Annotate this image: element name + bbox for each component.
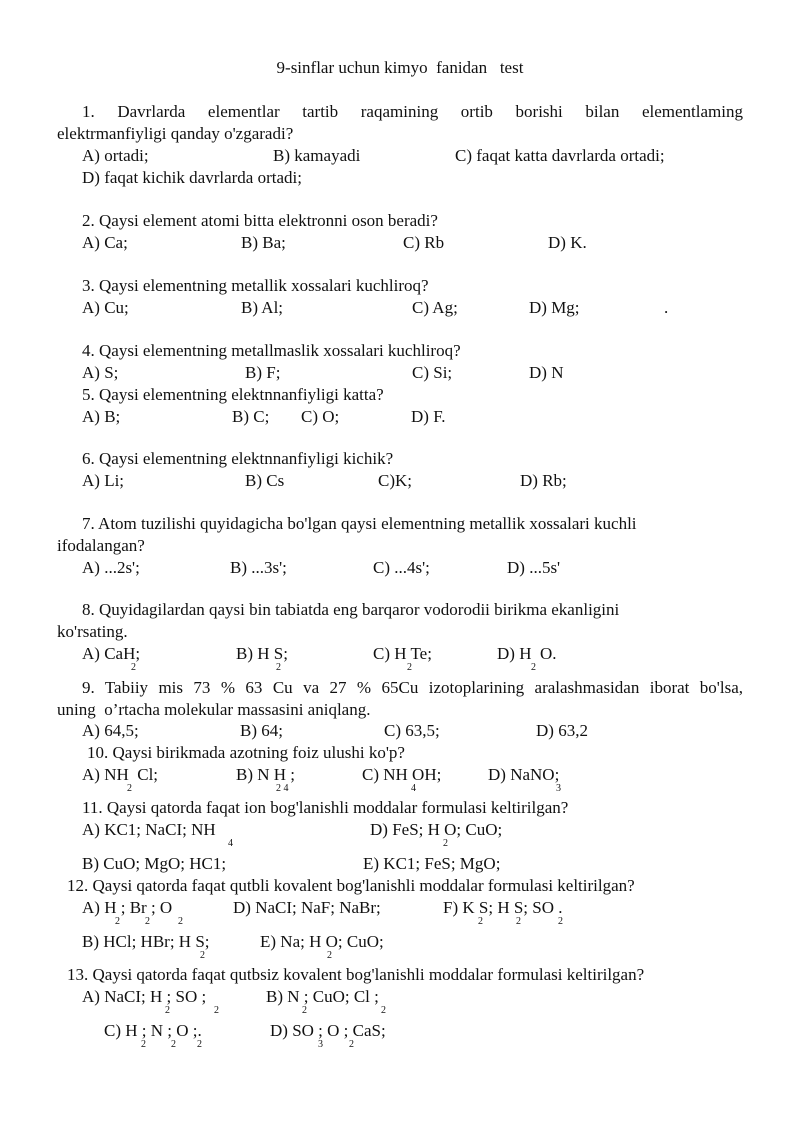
question-5-text: 5. Qaysi elementning elektnnanfiyligi katta? xyxy=(82,385,384,404)
subscript: 3 xyxy=(318,1039,323,1050)
subscript: 2 xyxy=(407,662,412,673)
question-9-option-a: A) 64,5; xyxy=(82,721,139,740)
subscript: 2 xyxy=(214,1005,219,1016)
question-12-option-a: A) H ; Br ; O xyxy=(82,898,173,917)
question-2-option-a: A) Ca; xyxy=(82,233,128,252)
question-2-text: 2. Qaysi element atomi bitta elektronni oson beradi? xyxy=(82,211,438,230)
question-13-option-a: A) NaCI; H ; SO ; xyxy=(82,987,207,1006)
subscript: 2 xyxy=(276,662,281,673)
page-title: 9-sinflar uchun kimyo fanidan test xyxy=(276,58,524,77)
question-11-option-a: A) KC1; NaCI; NH xyxy=(82,820,216,839)
question-8-line-2: ko'rsating. xyxy=(57,622,128,641)
question-12-option-b: B) HCl; HBr; H S; xyxy=(82,932,210,951)
subscript: 2 xyxy=(178,916,183,927)
question-8-option-d: D) H O. xyxy=(497,644,557,663)
subscript: 2 xyxy=(516,916,521,927)
question-1-option-b: B) kamayadi xyxy=(273,146,361,165)
subscript: 2 4 xyxy=(276,783,289,794)
question-6-text: 6. Qaysi elementning elektnnanfiyligi kichik? xyxy=(82,449,394,468)
question-2-option-c: C) Rb xyxy=(403,233,445,252)
question-9-line-1: 9. Tabiiy mis 73 % 63 Cu va 27 % 65Cu izotoplarining aralashmasidan iborat bo'lsa, xyxy=(82,678,743,697)
subscript: 2 xyxy=(558,916,563,927)
question-9-option-b: B) 64; xyxy=(240,721,283,740)
question-3-option-a: A) Cu; xyxy=(82,298,129,317)
question-13-text: 13. Qaysi qatorda faqat qutbsiz kovalent bog'lanishli moddalar formulasi keltirilgan? xyxy=(67,965,645,984)
question-4-option-a: A) S; xyxy=(82,363,119,382)
subscript: 2 xyxy=(115,916,120,927)
question-3-trailing-dot: . xyxy=(664,298,669,317)
question-10-text: 10. Qaysi birikmada azotning foiz ulushi ko'p? xyxy=(87,743,405,762)
question-2-option-b: B) Ba; xyxy=(241,233,286,252)
question-10-option-a: A) NH Cl; xyxy=(82,765,159,784)
question-6-option-a: A) Li; xyxy=(82,471,125,490)
question-4-option-b: B) F; xyxy=(245,363,281,382)
question-1-option-c: C) faqat katta davrlarda ortadi; xyxy=(455,146,665,165)
question-1-line-1: 1. Davrlarda elementlar tartib raqamining ortib borishi bilan elementlaming xyxy=(82,102,743,121)
question-1-option-d: D) faqat kichik davrlarda ortadi; xyxy=(82,168,302,187)
subscript: 4 xyxy=(411,783,416,794)
question-11-option-e: E) KC1; FeS; MgO; xyxy=(363,854,501,873)
question-7-option-d: D) ...5s' xyxy=(507,558,561,577)
question-4-text: 4. Qaysi elementning metallmaslik xossalari kuchliroq? xyxy=(82,341,461,360)
question-8-option-a: A) CaH; xyxy=(82,644,141,663)
question-10-option-c: C) NH OH; xyxy=(362,765,442,784)
question-10-option-d: D) NaNO; xyxy=(488,765,560,784)
question-9-line-2: uning o’rtacha molekular massasini aniqlang. xyxy=(57,700,371,719)
question-1-line-2: elektrmanfiyligi qanday o'zgaradi? xyxy=(57,124,294,143)
subscript: 2 xyxy=(171,1039,176,1050)
question-7-option-b: B) ...3s'; xyxy=(230,558,287,577)
subscript: 2 xyxy=(127,783,132,794)
question-12-option-e: E) Na; H O; CuO; xyxy=(260,932,384,951)
subscript: 3 xyxy=(556,783,561,794)
question-8-option-b: B) H S; xyxy=(236,644,288,663)
question-6-option-d: D) Rb; xyxy=(520,471,567,490)
question-3-option-d: D) Mg; xyxy=(529,298,580,317)
question-12-option-d: D) NaCI; NaF; NaBr; xyxy=(233,898,381,917)
question-13-option-b: B) N ; CuO; Cl ; xyxy=(266,987,379,1006)
question-13-option-d: D) SO ; O ; CaS; xyxy=(270,1021,386,1040)
subscript: 2 xyxy=(141,1039,146,1050)
question-11-option-b: B) CuO; MgO; HC1; xyxy=(82,854,227,873)
question-9-option-d: D) 63,2 xyxy=(536,721,588,740)
question-8-option-c: C) H Te; xyxy=(373,644,432,663)
subscript: 2 xyxy=(302,1005,307,1016)
question-2-option-d: D) K. xyxy=(548,233,587,252)
subscript: 2 xyxy=(349,1039,354,1050)
subscript: 2 xyxy=(443,838,448,849)
subscript: 2 xyxy=(381,1005,386,1016)
subscript: 4 xyxy=(228,838,233,849)
question-6-option-b: B) Cs xyxy=(245,471,285,490)
question-7-option-a: A) ...2s'; xyxy=(82,558,140,577)
question-5-option-c: C) O; xyxy=(301,407,340,426)
question-13-option-c: C) H ; N ; O ;. xyxy=(104,1021,202,1040)
subscript: 2 xyxy=(200,950,205,961)
question-7-line-1: 7. Atom tuzilishi quyidagicha bo'lgan qaysi elementning metallik xossalari kuchli xyxy=(82,514,637,533)
question-4-option-d: D) N xyxy=(529,363,564,382)
question-7-option-c: C) ...4s'; xyxy=(373,558,430,577)
question-3-text: 3. Qaysi elementning metallik xossalari kuchliroq? xyxy=(82,276,429,295)
question-4-option-c: C) Si; xyxy=(412,363,453,382)
subscript: 2 xyxy=(478,916,483,927)
subscript: 2 xyxy=(197,1039,202,1050)
question-10-option-b: B) N H ; xyxy=(236,765,296,784)
question-8-line-1: 8. Quyidagilardan qaysi bin tabiatda eng barqaror vodorodii birikma ekanligini xyxy=(82,600,620,619)
question-6-option-c: C)K; xyxy=(378,471,412,490)
question-12-option-f: F) K S; H S; SO . xyxy=(443,898,563,917)
question-1-option-a: A) ortadi; xyxy=(82,146,149,165)
subscript: 2 xyxy=(327,950,332,961)
question-5-option-b: B) C; xyxy=(232,407,270,426)
subscript: 2 xyxy=(145,916,150,927)
question-12-text: 12. Qaysi qatorda faqat qutbli kovalent bog'lanishli moddalar formulasi keltirilgan? xyxy=(67,876,635,895)
question-3-option-c: C) Ag; xyxy=(412,298,458,317)
question-11-text: 11. Qaysi qatorda faqat ion bog'lanishli moddalar formulasi keltirilgan? xyxy=(82,798,569,817)
subscript: 2 xyxy=(531,662,536,673)
question-3-option-b: B) Al; xyxy=(241,298,284,317)
subscript: 2 xyxy=(165,1005,170,1016)
question-7-line-2: ifodalangan? xyxy=(57,536,145,555)
question-5-option-d: D) F. xyxy=(411,407,446,426)
question-5-option-a: A) B; xyxy=(82,407,121,426)
question-9-option-c: C) 63,5; xyxy=(384,721,440,740)
question-11-option-d: D) FeS; H O; CuO; xyxy=(370,820,503,839)
subscript: 2 xyxy=(131,662,136,673)
